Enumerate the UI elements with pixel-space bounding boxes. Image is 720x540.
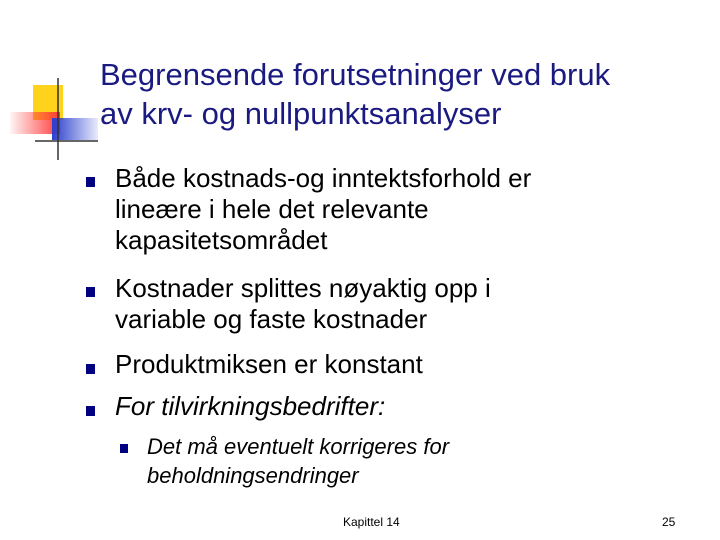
footer-chapter: Kapittel 14 [343, 515, 400, 529]
slide-title-line-2: av krv- og nullpunktsanalyser [100, 96, 502, 131]
bullet-marker-icon [86, 364, 95, 374]
sub-bullet-item-1 [147, 432, 449, 490]
bullet-marker-icon [86, 287, 95, 297]
bullet-item-4 [115, 391, 385, 422]
bullet-item-2 [115, 273, 491, 335]
sub-bullet-marker-icon [120, 444, 128, 453]
bullet-item-2-line-2: variable og faste kostnader [115, 304, 428, 334]
bullet-marker-icon [86, 177, 95, 187]
footer-page-number: 25 [662, 515, 676, 529]
sub-bullet-item-1-line-1: Det må eventuelt korrigeres for [147, 434, 450, 459]
bullet-marker-icon [86, 406, 95, 416]
bullet-item-1 [115, 163, 531, 256]
bullet-item-3 [115, 349, 423, 380]
bullet-item-3-line-1: Produktmiksen er konstant [115, 349, 423, 379]
sub-bullet-item-1-line-2: beholdningsendringer [147, 463, 359, 488]
bullet-item-1-line-3: kapasitetsområdet [115, 225, 328, 255]
slide-title-line-1: Begrensende forutsetninger ved bruk [100, 57, 611, 92]
bullet-item-2-line-1: Kostnader splittes nøyaktig opp i [115, 273, 491, 303]
bullet-item-1-line-2: lineære i hele det relevante [115, 194, 429, 224]
bullet-item-1-line-1: Både kostnads-og inntektsforhold er [115, 163, 532, 193]
bullet-item-4-line-1: For tilvirkningsbedrifter: [115, 391, 386, 421]
